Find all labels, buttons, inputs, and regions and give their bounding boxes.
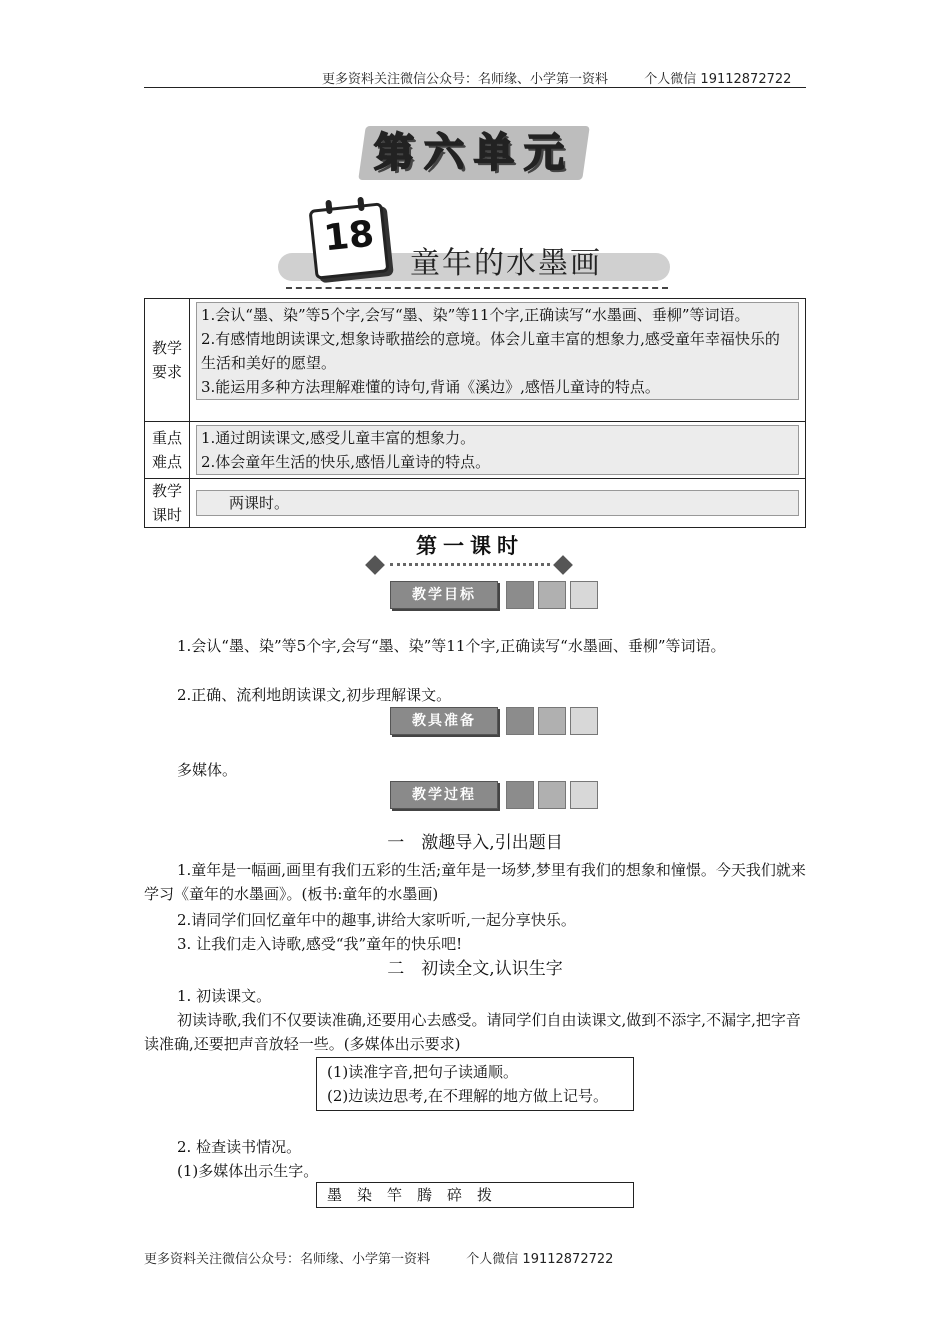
part2-step1-text: 初读诗歌,我们不仅要读准确,还要用心去感受。请同学们自由读课文,做到不添字,不漏字,把字音读准确,还要把声音放轻一些。(多媒体出示要求) (144, 1011, 801, 1053)
box-line: (2)边读边思考,在不理解的地方做上记号。 (327, 1087, 609, 1105)
period-ornament-dots (390, 563, 550, 566)
new-characters-box (316, 1182, 634, 1208)
footer-text: 更多资料关注微信公众号：名师缘、小学第一资料 (144, 1252, 431, 1267)
requirements-table (144, 298, 806, 528)
req-label-hours: 教学课时 (145, 479, 190, 528)
new-characters: 墨 染 竿 腾 碎 拨 (327, 1186, 493, 1204)
req-label-goals: 教学要求 (145, 299, 190, 422)
prep-text: 多媒体。 (177, 761, 238, 779)
part1-item-3: 3. 让我们走入诗歌,感受“我”童年的快乐吧! (177, 935, 463, 953)
section-square (538, 781, 566, 809)
req-item: 3.能运用多种方法理解难懂的诗句,背诵《溪边》,感悟儿童诗的特点。 (201, 378, 660, 396)
section-square (538, 707, 566, 735)
lesson-number: 18 (321, 213, 377, 260)
req-item: 2.体会童年生活的快乐,感悟儿童诗的特点。 (201, 453, 491, 471)
part1-item-1: 1.童年是一幅画,画里有我们五彩的生活;童年是一场梦,梦里有我们的想象和憧憬。今天我们就来学习《童年的水墨画》。(板书:童年的水墨画) (144, 861, 806, 903)
header-wechat: 个人微信 19112872722 (644, 72, 792, 87)
lesson-title: 童年的水墨画 (410, 246, 602, 281)
req-content-hours (190, 479, 806, 528)
part2-heading: 二 初读全文,认识生字 (387, 959, 563, 979)
header-text: 更多资料关注微信公众号：名师缘、小学第一资料 (322, 72, 609, 87)
req-content-key (190, 422, 806, 479)
calendar-ring-right (357, 197, 364, 212)
part1-heading: 一 激趣导入,引出题目 (387, 833, 563, 853)
req-row-key (145, 422, 806, 479)
req-row-hours (145, 479, 806, 528)
section-square (538, 581, 566, 609)
part2-step1: 1. 初读课文。 (177, 987, 272, 1005)
footer-wechat: 个人微信 19112872722 (466, 1252, 614, 1267)
goal-item-1: 1.会认“墨、染”等5个字,会写“墨、染”等11个字,正确读写“水墨画、垂柳”等词语。 (177, 637, 726, 655)
section-square (506, 581, 534, 609)
req-item: 1.会认“墨、染”等5个字,会写“墨、染”等11个字,正确读写“水墨画、垂柳”等词语。 (201, 306, 750, 324)
section-square (570, 581, 598, 609)
section-process-label: 教学过程 (390, 781, 498, 809)
req-item: 2.有感情地朗读课文,想象诗歌描绘的意境。体会儿童丰富的想象力,感受童年幸福快乐的生活和美好的愿望。 (201, 330, 780, 372)
section-square (570, 781, 598, 809)
section-prep-label: 教具准备 (390, 707, 498, 735)
header-rule (144, 87, 806, 88)
lesson-title-dash (286, 287, 668, 289)
req-item: 1.通过朗读课文,感受儿童丰富的想象力。 (201, 429, 476, 447)
req-row-goals (145, 299, 806, 422)
calendar-ring-left (325, 200, 332, 215)
section-goals-label: 教学目标 (390, 581, 498, 609)
box-line: (1)读准字音,把句子读通顺。 (327, 1063, 519, 1081)
page-header (322, 68, 791, 87)
unit-banner-title: 第六单元 (374, 130, 574, 176)
section-square (506, 707, 534, 735)
section-square (570, 707, 598, 735)
req-item: 两课时。 (229, 494, 290, 512)
req-content-goals (190, 299, 806, 422)
period-title: 第一课时 (416, 534, 524, 558)
part2-step2: 2. 检查读书情况。 (177, 1138, 302, 1156)
page-footer (144, 1248, 613, 1267)
req-label-key: 重点难点 (145, 422, 190, 479)
part2-step2-sub: (1)多媒体出示生字。 (177, 1162, 319, 1180)
part1-item-2: 2.请同学们回忆童年中的趣事,讲给大家听听,一起分享快乐。 (177, 911, 576, 929)
reading-requirements-box (316, 1057, 634, 1111)
goal-item-2: 2.正确、流利地朗读课文,初步理解课文。 (177, 686, 452, 704)
section-square (506, 781, 534, 809)
